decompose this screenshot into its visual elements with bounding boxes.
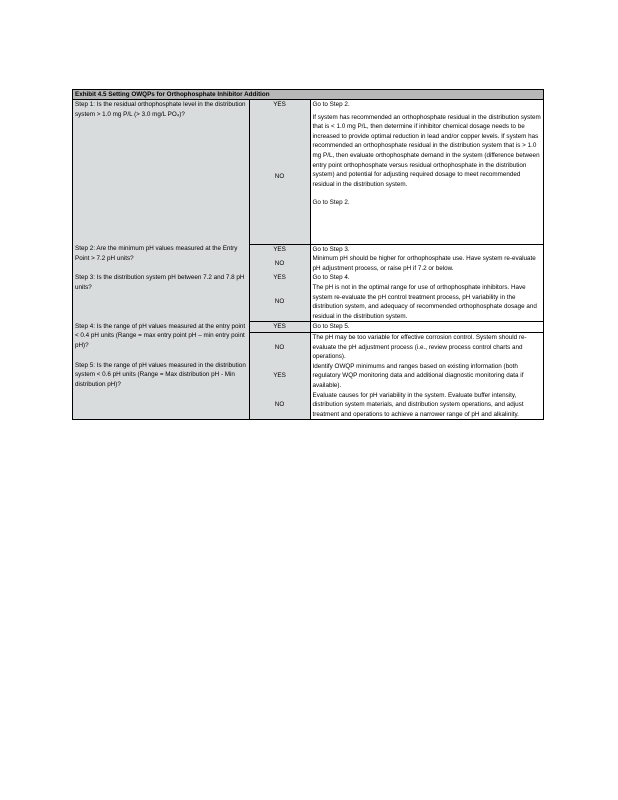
step-3-yes-row <box>73 273 543 283</box>
step-4-yes-label: YES <box>249 322 310 333</box>
step-1-yes-label: YES <box>249 100 310 110</box>
step-4-question: Step 4: Is the range of pH values measured at the entry point < 0.4 pH units (Range = max entry point pH – min entry point pH)? <box>75 322 246 350</box>
step-1-no-action: If system has recommended an orthophosphate residual in the distribution system that is < 1.0 mg P/L, then determine if inhibitor chemical dosage needs to be increased to provide optimal reduction in lead and/or copper levels. If system has recommended an orthophosphate residual in the distribution system that is > 1.0 mg P/L, then evaluate orthophosphate demand in the system (difference between entry point orthophosphate versus residual orthophosphate in the distribution system) and potential for adjusting required dosage to meet recommended residual in the distribution system. <box>312 113 541 188</box>
step-3-yes-action: Go to Step 4. <box>310 273 543 283</box>
step-4-yes-action: Go to Step 5. <box>310 322 543 333</box>
step-4-no-action: The pH may be too variable for effective corrosion control. System should re-evaluate the pH adjustment process (i.e., review process control charts and operations). <box>310 332 543 361</box>
step-5-yes-label: YES <box>249 362 310 391</box>
step-2-yes-label: YES <box>249 244 310 254</box>
step-2-yes-action: Go to Step 3. <box>310 244 543 254</box>
step-3-yes-label: YES <box>249 273 310 283</box>
steps-table <box>73 100 543 419</box>
step-3-question: Step 3: Is the distribution system pH between 7.2 and 7.8 pH units? <box>73 273 249 321</box>
step-1-no-followup: Go to Step 2. <box>312 199 350 207</box>
exhibit-title: Exhibit 4.5 Setting OWQPs for Orthophosphate Inhibitor Addition <box>73 90 543 100</box>
step-2-no-label: NO <box>249 254 310 273</box>
step-4-yes-row <box>73 322 543 333</box>
step-1-question: Step 1: Is the residual orthophosphate level in the distribution system > 1.0 mg P/L (> 3.0 mg/L PO₄)? <box>73 100 249 244</box>
step-5-no-label: NO <box>249 391 310 420</box>
steps-4-5-questions <box>73 322 249 419</box>
step-2-yes-row <box>73 244 543 254</box>
step-2-question: Step 2: Are the minimum pH values measured at the Entry Point > 7.2 pH units? <box>73 244 249 273</box>
step-5-question: Step 5: Is the range of pH values measured in the distribution system < 0.6 pH units (Range = Max distribution pH - Min distribution pH)? <box>75 361 246 388</box>
step-1-no-label: NO <box>249 110 310 245</box>
step-3-no-action: The pH is not in the optimal range for use of orthophosphate inhibitors. Have system re-evaluate the pH control treatment process, pH variability in the distribution system, and adequacy of recommended orthophosphate dosage and residual in the distribution system. <box>310 283 543 322</box>
step-1-yes-row <box>73 100 543 110</box>
step-5-no-action: Evaluate causes for pH variability in the system. Evaluate buffer intensity, distribution system materials, and distribution system operations, and adjust treatment and operations to achieve a narrower range of pH and alkalinity. <box>310 391 543 420</box>
step-1-yes-action: Go to Step 2. <box>310 100 543 110</box>
step-5-yes-action: Identify OWQP minimums and ranges based on existing information (both regulatory WQP monitoring data and additional diagnostic monitoring data if available). <box>310 362 543 391</box>
step-4-no-label: NO <box>249 332 310 361</box>
step-2-no-action: Minimum pH should be higher for orthophosphate use. Have system re-evaluate pH adjustment process, or raise pH if 7.2 or below. <box>310 254 543 273</box>
step-3-no-label: NO <box>249 283 310 322</box>
step-1-no-cell <box>310 110 543 245</box>
exhibit-table <box>72 89 544 420</box>
